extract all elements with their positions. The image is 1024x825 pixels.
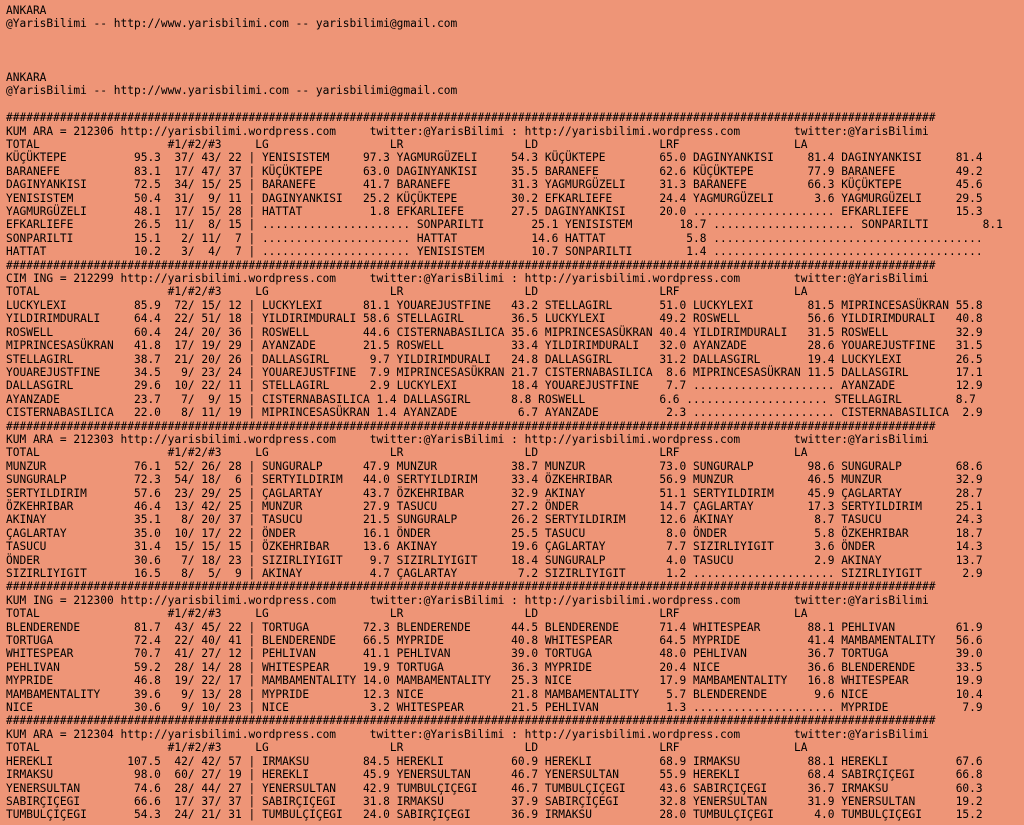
table-row: STELLAGIRL 38.7 21/ 20/ 26 | DALLASGIRL 9.7 YILDIRIMDURALI 24.8 DALLASGIRL 31.2 DALLASGIRL 19.4 LUCKYLEXI 26.5 <box>6 352 983 366</box>
table-row: ROSWELL 60.4 24/ 20/ 36 | ROSWELL 44.6 CISTERNABASILICA 35.6 MIPRINCESASÜKRAN 40.4 YILDIRIMDURALI 31.5 ROSWELL 32.9 <box>6 325 983 339</box>
table-row: SIZIRLIYIGIT 16.5 8/ 5/ 9 | AKINAY 4.7 ÇAGLARTAY 7.2 SIZIRLIYIGIT 1.2 ..................... SIZIRLIYIGIT 2.9 <box>6 567 983 580</box>
race-title: KUM ING = 212300 http://yarisbilimi.wordpress.com twitter:@YarisBilimi : http://yarisbilimi.wordpress.com twitter:@YarisBilimi <box>6 593 929 607</box>
table-row: SERTYILDIRIM 57.6 23/ 29/ 25 | ÇAGLARTAY 43.7 ÖZKEHRIBAR 32.9 AKINAY 51.1 SERTYILDIRIM 45.9 ÇAGLARTAY 28.7 <box>6 486 983 500</box>
table-row: TASUCU 31.4 15/ 15/ 15 | ÖZKEHRIBAR 13.6 AKINAY 19.6 ÇAGLARTAY 7.7 SIZIRLIYIGIT 3.6 ÖNDER 14.3 <box>6 540 983 554</box>
table-row: AKINAY 35.1 8/ 20/ 37 | TASUCU 21.5 SUNGURALP 26.2 SERTYILDIRIM 12.6 AKINAY 8.7 TASUCU 24.3 <box>6 513 983 527</box>
race-report <box>6 111 1024 822</box>
table-row: CISTERNABASILICA 22.0 8/ 11/ 19 | MIPRINCESASÜKRAN 1.4 AYANZADE 6.7 AYANZADE 2.3 ..................... CISTERNABASILICA 2.9 <box>6 406 983 420</box>
spacer <box>6 98 1024 111</box>
table-row: NICE 30.6 9/ 10/ 23 | NICE 3.2 WHITESPEAR 21.5 PEHLIVAN 1.3 ..................... MYPRIDE 7.9 <box>6 701 983 715</box>
table-row: BARANEFE 83.1 17/ 47/ 37 | KÜÇÜKTEPE 63.0 DAGINYANKISI 35.5 BARANEFE 62.6 KÜÇÜKTEPE 77.9 BARANEFE 49.2 <box>6 164 983 178</box>
race-title: KUM ARA = 212304 http://yarisbilimi.wordpress.com twitter:@YarisBilimi : http://yarisbilimi.wordpress.com twitter:@YarisBilimi <box>6 727 929 741</box>
table-row: LUCKYLEXI 85.9 72/ 15/ 12 | LUCKYLEXI 81.1 YOUAREJUSTFINE 43.2 STELLAGIRL 51.0 LUCKYLEXI 81.5 MIPRINCESASÜKRAN 55.8 <box>6 298 983 312</box>
table-row: SONPARILTI 15.1 2/ 11/ 7 | ...................... HATTAT 14.6 HATTAT 5.8 ........................................ <box>6 231 983 245</box>
section-divider: ########################################################################################################################################## <box>6 258 936 272</box>
section-divider: ########################################################################################################################################## <box>6 714 936 728</box>
table-row: SABIRÇIÇEGI 66.6 17/ 37/ 37 | SABIRÇIÇEGI 31.8 IRMAKSU 37.9 SABIRÇIÇEGI 32.8 YENERSULTAN 31.9 YENERSULTAN 19.2 <box>6 794 983 808</box>
column-header: TOTAL #1/#2/#3 LG LR LD LRF LA <box>6 741 808 755</box>
table-row: EFKARLIEFE 26.5 11/ 8/ 15 | ...................... SONPARILTI 25.1 YENISISTEM 18.7 ..................... SONPARILTI 8.1 <box>6 218 1003 232</box>
table-row: SUNGURALP 72.3 54/ 18/ 6 | SERTYILDIRIM 44.0 SERTYILDIRIM 33.4 ÖZKEHRIBAR 56.9 MUNZUR 46.5 MUNZUR 32.9 <box>6 473 983 487</box>
table-row: DALLASGIRL 29.6 10/ 22/ 11 | STELLAGIRL 2.9 LUCKYLEXI 18.4 YOUAREJUSTFINE 7.7 ..................... AYANZADE 12.9 <box>6 379 983 393</box>
spacer <box>6 58 1024 71</box>
table-row: TUMBULÇIÇEGI 54.3 24/ 21/ 31 | TUMBULÇIÇEGI 24.0 SABIRÇIÇEGI 36.9 IRMAKSU 28.0 TUMBULÇIÇEGI 4.0 TUMBULÇIÇEGI 15.2 <box>6 808 983 822</box>
table-row: DAGINYANKISI 72.5 34/ 15/ 25 | BARANEFE 41.7 BARANEFE 31.3 YAGMURGÜZELI 31.3 BARANEFE 66.3 KÜÇÜKTEPE 45.6 <box>6 178 983 192</box>
table-row: HATTAT 10.2 3/ 4/ 7 | ...................... YENISISTEM 10.7 SONPARILTI 1.4 ........................................ <box>6 245 983 259</box>
table-row: YOUAREJUSTFINE 34.5 9/ 23/ 24 | YOUAREJUSTFINE 7.9 MIPRINCESASÜKRAN 21.7 CISTERNABASILICA 8.6 MIPRINCESASÜKRAN 11.5 DALLASGIRL 17.1 <box>6 365 983 379</box>
table-row: IRMAKSU 98.0 60/ 27/ 19 | HEREKLI 45.9 YENERSULTAN 46.7 YENERSULTAN 55.9 HEREKLI 68.4 SABIRÇIÇEGI 66.8 <box>6 768 983 782</box>
header-credits: @YarisBilimi -- http://www.yarisbilimi.com -- yarisbilimi@gmail.com <box>6 84 458 98</box>
section-divider: ########################################################################################################################################## <box>6 111 936 125</box>
table-row: YILDIRIMDURALI 64.4 22/ 51/ 18 | YILDIRIMDURALI 58.6 STELLAGIRL 36.5 LUCKYLEXI 49.2 ROSWELL 56.6 YILDIRIMDURALI 40.8 <box>6 312 983 326</box>
table-row: MYPRIDE 46.8 19/ 22/ 17 | MAMBAMENTALITY 14.0 MAMBAMENTALITY 25.3 NICE 17.9 MAMBAMENTALITY 16.8 WHITESPEAR 19.9 <box>6 674 983 688</box>
race-title: CIM ING = 212299 http://yarisbilimi.wordpress.com twitter:@YarisBilimi : http://yarisbilimi.wordpress.com twitter:@YarisBilimi <box>6 272 929 286</box>
table-row: ÇAGLARTAY 35.0 10/ 17/ 22 | ÖNDER 16.1 ÖNDER 25.5 TASUCU 8.0 ÖNDER 5.8 ÖZKEHRIBAR 18.7 <box>6 526 983 540</box>
section-divider: ########################################################################################################################################## <box>6 580 936 594</box>
column-header: TOTAL #1/#2/#3 LG LR LD LRF LA <box>6 138 808 151</box>
spacer <box>6 31 1024 44</box>
spacer <box>6 44 1024 57</box>
table-row: WHITESPEAR 70.7 41/ 27/ 12 | PEHLIVAN 41.1 PEHLIVAN 39.0 TORTUGA 48.0 PEHLIVAN 36.7 TORTUGA 39.0 <box>6 647 983 661</box>
table-row: ÖNDER 30.6 7/ 18/ 23 | SIZIRLIYIGIT 9.7 SIZIRLIYIGIT 18.4 SUNGURALP 4.0 TASUCU 2.9 AKINAY 13.7 <box>6 553 983 567</box>
table-row: PEHLIVAN 59.2 28/ 14/ 28 | WHITESPEAR 19.9 TORTUGA 36.3 MYPRIDE 20.4 NICE 36.6 BLENDERENDE 33.5 <box>6 660 983 674</box>
column-header: TOTAL #1/#2/#3 LG LR LD LRF LA <box>6 285 808 299</box>
table-row: TORTUGA 72.4 22/ 40/ 41 | BLENDERENDE 66.5 MYPRIDE 40.8 WHITESPEAR 64.5 MYPRIDE 41.4 MAMBAMENTALITY 56.6 <box>6 634 983 648</box>
column-header: TOTAL #1/#2/#3 LG LR LD LRF LA <box>6 607 808 621</box>
header-city: ANKARA <box>6 70 47 84</box>
column-header: TOTAL #1/#2/#3 LG LR LD LRF LA <box>6 446 808 460</box>
section-divider: ########################################################################################################################################## <box>6 419 936 433</box>
table-row: HEREKLI 107.5 42/ 42/ 57 | IRMAKSU 84.5 HEREKLI 60.9 HEREKLI 68.9 IRMAKSU 88.1 HEREKLI 67.6 <box>6 754 983 768</box>
table-row: YENERSULTAN 74.6 28/ 44/ 27 | YENERSULTAN 42.9 TUMBULÇIÇEGI 46.7 TUMBULÇIÇEGI 43.6 SABIRÇIÇEGI 36.7 IRMAKSU 60.3 <box>6 781 983 795</box>
table-row: ÖZKEHRIBAR 46.4 13/ 42/ 25 | MUNZUR 27.9 TASUCU 27.2 ÖNDER 14.7 ÇAGLARTAY 17.3 SERTYILDIRIM 25.1 <box>6 499 983 513</box>
table-row: KÜÇÜKTEPE 95.3 37/ 43/ 22 | YENISISTEM 97.3 YAGMURGÜZELI 54.3 KÜÇÜKTEPE 65.0 DAGINYANKISI 81.4 DAGINYANKISI 81.4 <box>6 151 983 165</box>
race-title: KUM ARA = 212303 http://yarisbilimi.wordpress.com twitter:@YarisBilimi : http://yarisbilimi.wordpress.com twitter:@YarisBilimi <box>6 432 929 446</box>
table-row: YENISISTEM 50.4 31/ 9/ 11 | DAGINYANKISI 25.2 KÜÇÜKTEPE 30.2 EFKARLIEFE 24.4 YAGMURGÜZELI 3.6 YAGMURGÜZELI 29.5 <box>6 191 983 205</box>
header-credits: @YarisBilimi -- http://www.yarisbilimi.com -- yarisbilimi@gmail.com <box>6 17 458 31</box>
header-city: ANKARA <box>6 4 47 17</box>
table-row: BLENDERENDE 81.7 43/ 45/ 22 | TORTUGA 72.3 BLENDERENDE 44.5 BLENDERENDE 71.4 WHITESPEAR 88.1 PEHLIVAN 61.9 <box>6 620 983 634</box>
table-row: AYANZADE 23.7 7/ 9/ 15 | CISTERNABASILICA 1.4 DALLASGIRL 8.8 ROSWELL 6.6 ..................... STELLAGIRL 8.7 <box>6 392 976 406</box>
table-row: YAGMURGÜZELI 48.1 17/ 15/ 28 | HATTAT 1.8 EFKARLIEFE 27.5 DAGINYANKISI 20.0 ..................... EFKARLIEFE 15.3 <box>6 205 983 219</box>
table-row: MAMBAMENTALITY 39.6 9/ 13/ 28 | MYPRIDE 12.3 NICE 21.8 MAMBAMENTALITY 5.7 BLENDERENDE 9.6 NICE 10.4 <box>6 687 983 701</box>
table-row: MIPRINCESASÜKRAN 41.8 17/ 19/ 29 | AYANZADE 21.5 ROSWELL 33.4 YILDIRIMDURALI 32.0 AYANZADE 28.6 YOUAREJUSTFINE 31.5 <box>6 339 983 353</box>
race-title: KUM ARA = 212306 http://yarisbilimi.wordpress.com twitter:@YarisBilimi : http://yarisbilimi.wordpress.com twitter:@YarisBilimi <box>6 124 929 138</box>
table-row: MUNZUR 76.1 52/ 26/ 28 | SUNGURALP 47.9 MUNZUR 38.7 MUNZUR 73.0 SUNGURALP 98.6 SUNGURALP 68.6 <box>6 459 983 473</box>
